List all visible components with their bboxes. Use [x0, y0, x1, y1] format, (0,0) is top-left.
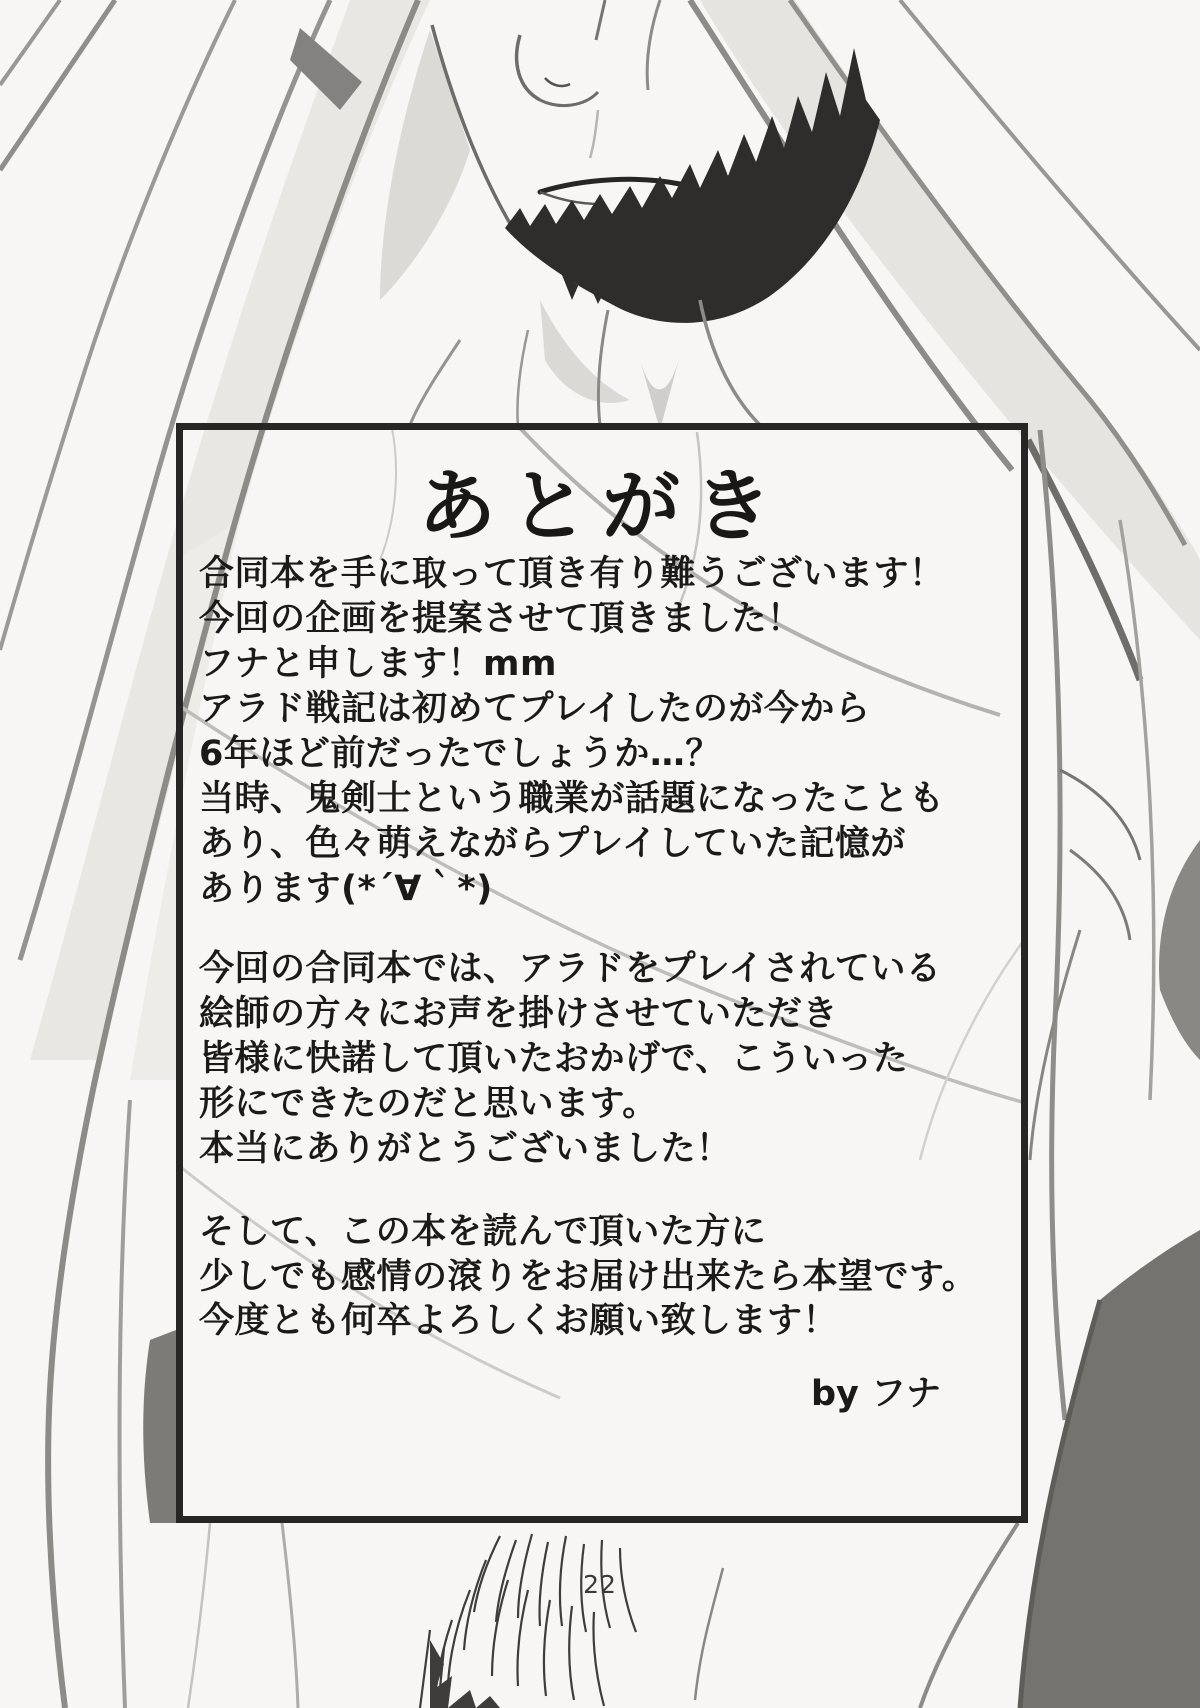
- author-signature: by フナ: [810, 1374, 941, 1414]
- afterword-paragraph-4: [199, 1299, 838, 1344]
- afterword-line: アラド戦記は初めてプレイしたのが今から: [199, 689, 871, 729]
- afterword-line: 皆様に快諾して頂いたおかげで、こういった: [199, 1039, 909, 1079]
- afterword-paragraph-3: [199, 1210, 977, 1300]
- afterword-paragraph-2: [199, 947, 941, 1172]
- afterword-title: あとがき: [417, 462, 786, 552]
- afterword-line: 少しでも感情の滾りをお届け出来たら本望です。: [199, 1257, 978, 1297]
- afterword-line: あり、色々萌えながらプレイしていた記憶が: [199, 824, 906, 864]
- afterword-line: あります(*´∀｀*): [199, 869, 493, 909]
- afterword-box: [176, 423, 1028, 1523]
- afterword-paragraph-1: [199, 552, 945, 912]
- afterword-line: 今度とも何卒よろしくお願い致します！: [199, 1301, 839, 1341]
- afterword-line: 6年ほど前だったでしょうか…？: [199, 734, 721, 774]
- afterword-line: 形にできたのだと思います。: [199, 1084, 658, 1124]
- afterword-line: フナと申します！mm: [199, 644, 557, 684]
- afterword-line: 今回の企画を提案させて頂きました！: [199, 599, 803, 639]
- afterword-line: そして、この本を読んで頂いた方に: [199, 1212, 767, 1252]
- afterword-line: 合同本を手に取って頂き有り難うございます！: [199, 554, 945, 594]
- afterword-line: 絵師の方々にお声を掛けさせていただき: [199, 994, 839, 1034]
- afterword-line: 今回の合同本では、アラドをプレイされている: [199, 949, 942, 989]
- afterword-line: 当時、鬼剣士という職業が話題になったことも: [199, 779, 945, 819]
- page-number: 22: [583, 1570, 617, 1599]
- afterword-line: 本当にありがとうございました！: [199, 1129, 732, 1169]
